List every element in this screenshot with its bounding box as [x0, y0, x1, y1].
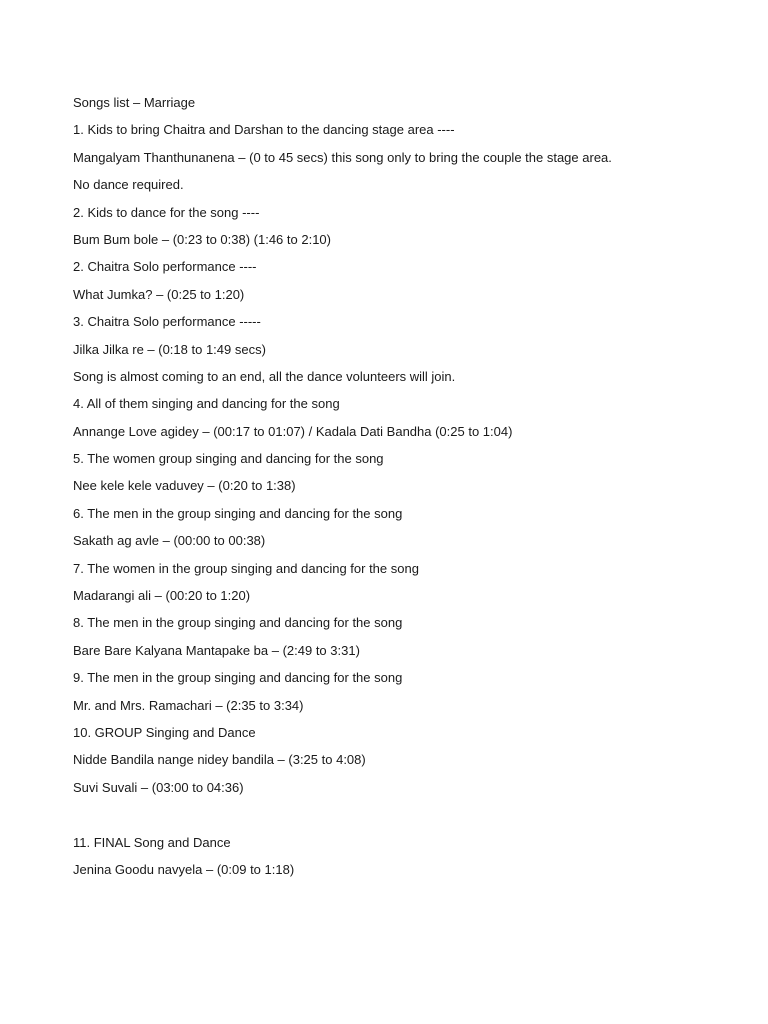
- item-heading-2: 2. Kids to dance for the song ----: [73, 204, 260, 220]
- song-line-10a: Nidde Bandila nange nidey bandila – (3:25 to 4:08): [73, 752, 366, 768]
- song-line-11: Jenina Goodu navyela – (0:09 to 1:18): [73, 861, 295, 877]
- song-line-7: Madarangi ali – (00:20 to 1:20): [73, 588, 251, 604]
- item-heading-10: 10. GROUP Singing and Dance: [73, 724, 256, 740]
- song-line-6: Sakath ag avle – (00:00 to 00:38): [73, 533, 266, 549]
- item-heading-3: 3. Chaitra Solo performance -----: [73, 314, 261, 330]
- song-line-1: Mangalyam Thanthunanena – (0 to 45 secs) this song only to bring the couple the stage area.: [73, 149, 612, 165]
- song-line-9: Mr. and Mrs. Ramachari – (2:35 to 3:34): [73, 697, 304, 713]
- song-line-10b: Suvi Suvali – (03:00 to 04:36): [73, 779, 244, 795]
- song-line-5: Nee kele kele vaduvey – (0:20 to 1:38): [73, 478, 296, 494]
- document-body: [73, 89, 733, 883]
- item-heading-1: 1. Kids to bring Chaitra and Darshan to the dancing stage area ----: [73, 122, 455, 138]
- item-heading-5: 5. The women group singing and dancing for the song: [73, 451, 384, 467]
- item-heading-2b: 2. Chaitra Solo performance ----: [73, 259, 257, 275]
- note-line-1: No dance required.: [73, 177, 184, 193]
- blank-line: [73, 801, 733, 828]
- item-heading-7: 7. The women in the group singing and dancing for the song: [73, 560, 419, 576]
- document-title: Songs list – Marriage: [73, 95, 196, 110]
- song-line-2: Bum Bum bole – (0:23 to 0:38) (1:46 to 2:10): [73, 231, 331, 247]
- item-heading-11: 11. FINAL Song and Dance: [73, 834, 231, 850]
- item-heading-6: 6. The men in the group singing and dancing for the song: [73, 505, 403, 521]
- song-line-2b: What Jumka? – (0:25 to 1:20): [73, 286, 245, 302]
- item-heading-9: 9. The men in the group singing and dancing for the song: [73, 670, 403, 686]
- note-line-3: Song is almost coming to an end, all the dance volunteers will join.: [73, 368, 456, 384]
- item-heading-4: 4. All of them singing and dancing for the song: [73, 396, 340, 412]
- song-line-8: Bare Bare Kalyana Mantapake ba – (2:49 to 3:31): [73, 642, 360, 658]
- song-line-3: Jilka Jilka re – (0:18 to 1:49 secs): [73, 341, 266, 357]
- song-line-4: Annange Love agidey – (00:17 to 01:07) / Kadala Dati Bandha (0:25 to 1:04): [73, 423, 513, 439]
- item-heading-8: 8. The men in the group singing and dancing for the song: [73, 615, 403, 631]
